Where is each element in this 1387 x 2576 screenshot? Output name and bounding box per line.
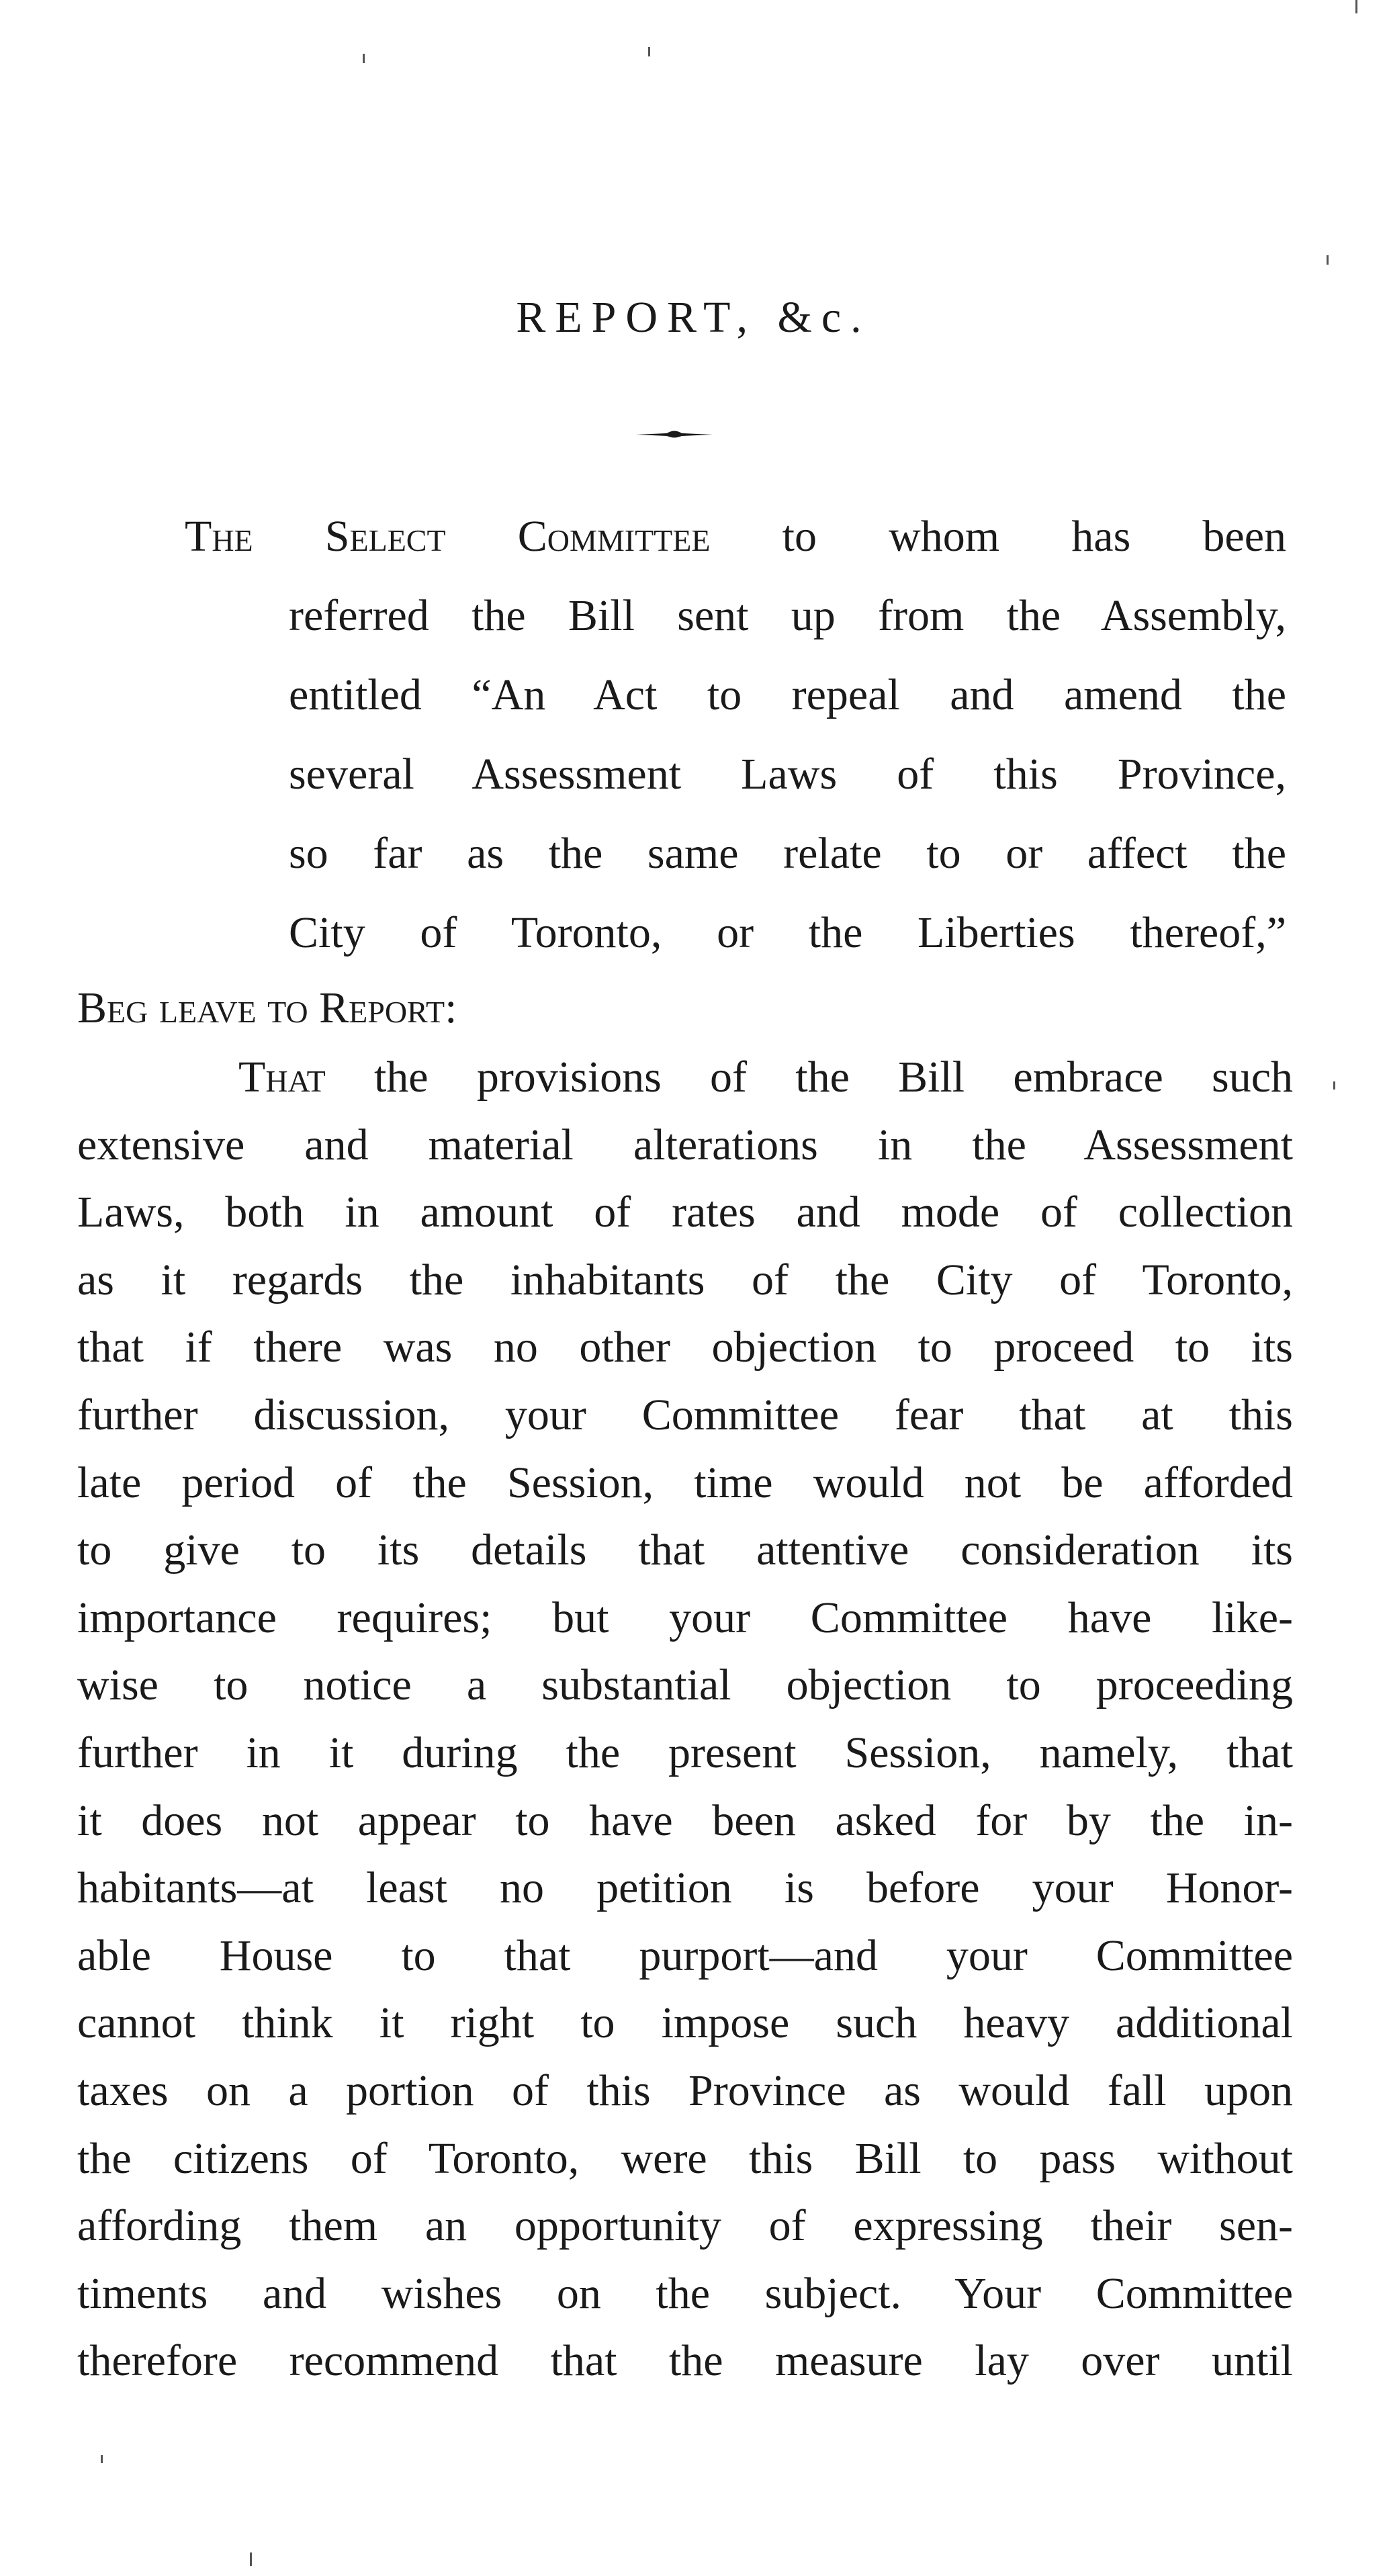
body-line-18: affording them an opportunity of expressing their sen- [77,2201,1293,2251]
body-line-19: timents and wishes on the subject. Your Committee [77,2268,1293,2318]
beg-leave-heading: Beg leave to Report: [77,983,457,1032]
report-body [77,1044,1293,2395]
scan-speck [1333,1081,1335,1090]
body-line-1 [77,1044,1293,1112]
scan-speck [1355,0,1357,13]
body-line-10: wise to notice a substantial objection to proceeding [77,1660,1293,1710]
body-lead: That [238,1053,326,1102]
body-line-12: it does not appear to have been asked for by the in- [77,1795,1293,1845]
intro-line-1-text: to whom has been [710,512,1286,561]
intro-line-3: entitled “An Act to repeal and amend the [289,670,1286,719]
body-line-2: extensive and material alterations in the Assessment [77,1120,1293,1169]
body-line-15: cannot think it right to impose such heavy additional [77,1998,1293,2048]
body-line-6: further discussion, your Committee fear that at this [77,1390,1293,1439]
scan-speck [363,54,365,63]
intro-line-1 [185,497,1286,576]
report-heading: REPORT, &c. [516,293,871,342]
scan-speck [250,2552,252,2566]
body-line-7: late period of the Session, time would not be afforded [77,1458,1293,1507]
body-line-9: importance requires; but your Committee have like- [77,1593,1293,1642]
intro-line-4: several Assessment Laws of this Province, [289,750,1286,799]
body-line-1-text: the provisions of the Bill embrace such [325,1053,1293,1102]
intro-lead: The Select Committee [185,512,711,561]
body-line-13: habitants—at least no petition is before your Honor- [77,1863,1293,1913]
scan-speck [1327,255,1329,265]
scan-speck [101,2455,103,2463]
body-line-20: therefore recommend that the measure lay over until [77,2336,1293,2386]
ornament-divider-icon [635,427,714,441]
body-line-8: to give to its details that attentive consideration its [77,1525,1293,1575]
scan-speck [648,47,650,56]
committee-intro [185,497,1286,973]
intro-line-2: referred the Bill sent up from the Assembly, [289,591,1286,640]
body-line-5: that if there was no other objection to proceed to its [77,1323,1293,1372]
intro-line-6: City of Toronto, or the Liberties thereof,” [289,908,1286,957]
body-line-14: able House to that purport—and your Committee [77,1930,1293,1980]
body-line-11: further in it during the present Session, namely, that [77,1728,1293,1777]
body-line-17: the citizens of Toronto, were this Bill to pass without [77,2133,1293,2183]
body-line-4: as it regards the inhabitants of the City of Toronto, [77,1255,1293,1304]
intro-line-5: so far as the same relate to or affect the [289,829,1286,878]
body-line-16: taxes on a portion of this Province as would fall upon [77,2066,1293,2115]
body-line-3: Laws, both in amount of rates and mode of collection [77,1188,1293,1237]
